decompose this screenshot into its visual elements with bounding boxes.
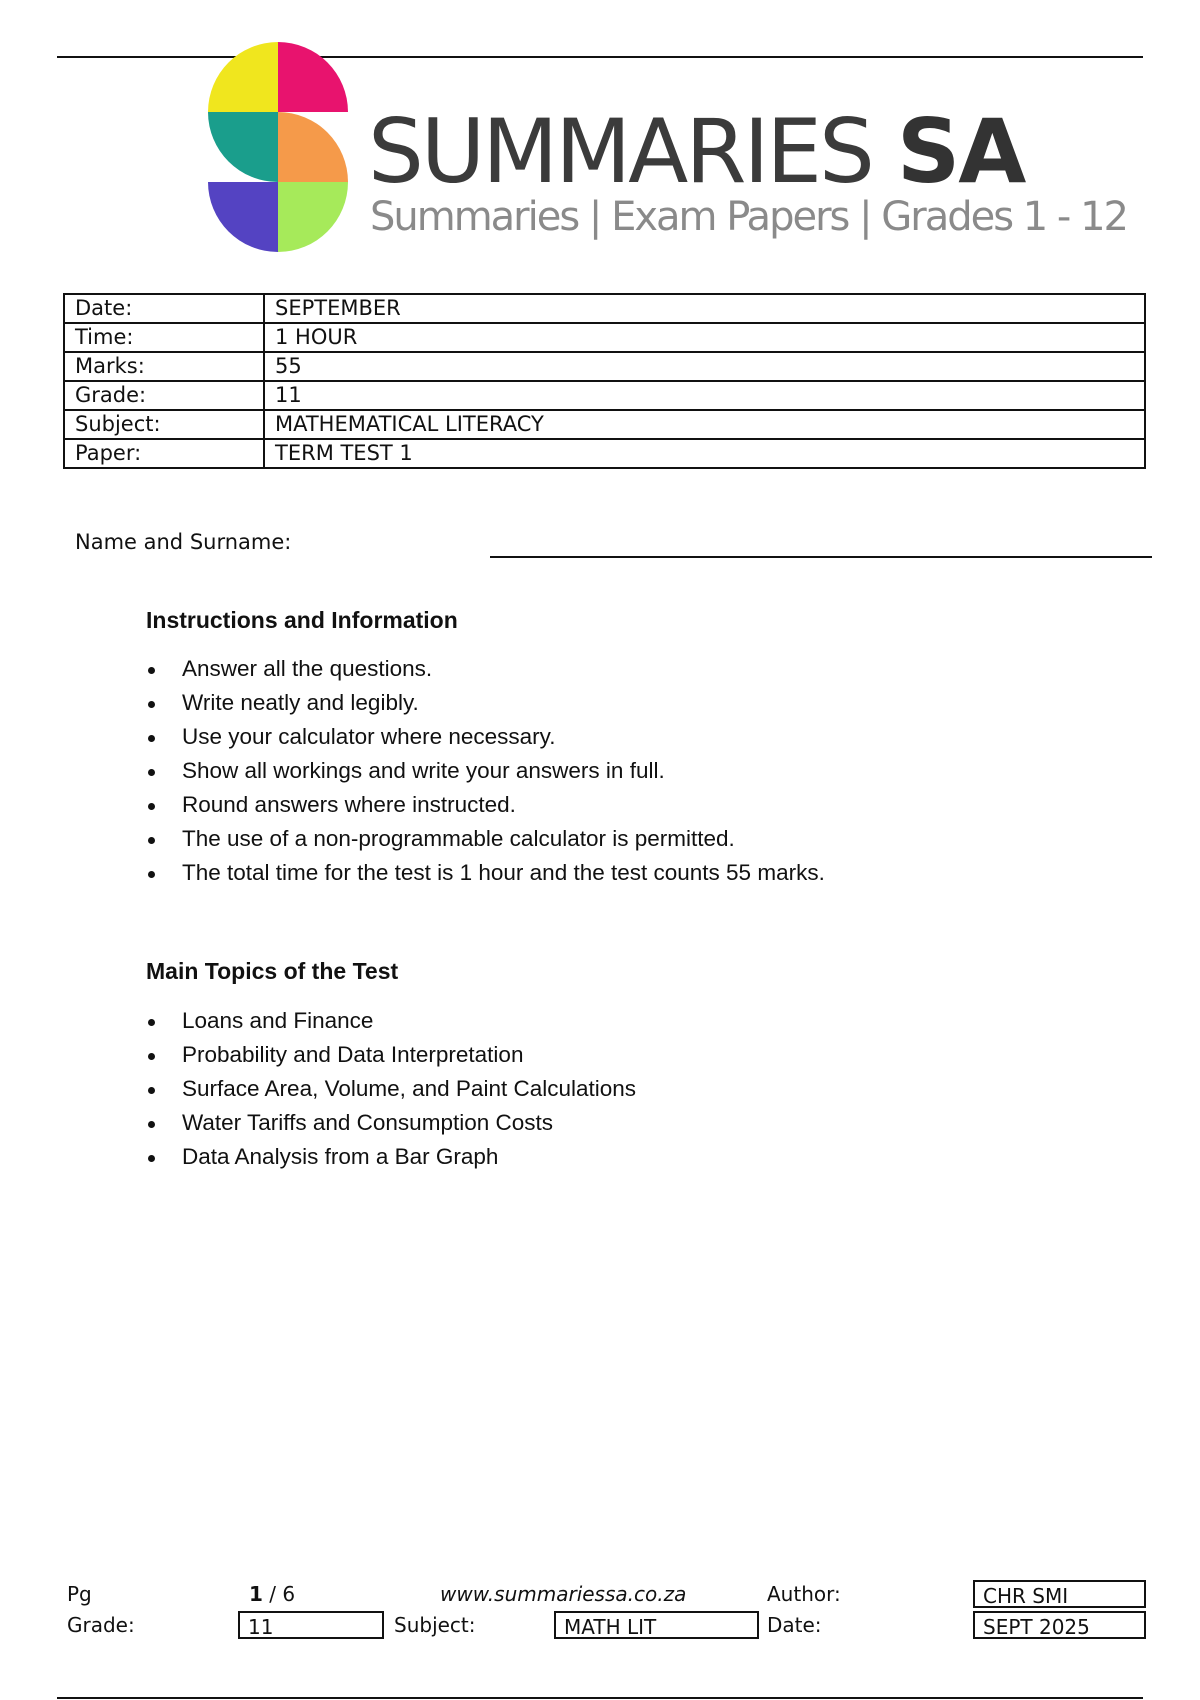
footer-author-value: CHR SMI: [973, 1580, 1146, 1608]
footer-subject-label: Subject:: [394, 1613, 476, 1637]
list-item: Water Tariffs and Consumption Costs: [146, 1106, 636, 1140]
list-item: Show all workings and write your answers in full.: [146, 754, 825, 788]
info-label: Time:: [64, 323, 264, 352]
logo-title: [368, 102, 1024, 202]
info-value: SEPTEMBER: [264, 294, 1145, 323]
list-item: Surface Area, Volume, and Paint Calculations: [146, 1072, 636, 1106]
list-item: Write neatly and legibly.: [146, 686, 825, 720]
info-label: Subject:: [64, 410, 264, 439]
summaries-sa-logo: [208, 42, 1127, 252]
footer-grade-value: 11: [238, 1611, 384, 1639]
table-row: [64, 410, 1145, 439]
footer-author-label: Author:: [767, 1582, 841, 1606]
test-info-table: [63, 293, 1146, 469]
list-item: The use of a non-programmable calculator is permitted.: [146, 822, 825, 856]
table-row: [64, 294, 1145, 323]
name-surname-field[interactable]: [490, 556, 1152, 558]
info-label: Date:: [64, 294, 264, 323]
footer-website-link[interactable]: www.summariessa.co.za: [440, 1582, 687, 1606]
logo-title-bold: SA: [896, 100, 1025, 203]
table-row: [64, 381, 1145, 410]
footer-date-label: Date:: [767, 1613, 822, 1637]
info-label: Grade:: [64, 381, 264, 410]
list-item: Data Analysis from a Bar Graph: [146, 1140, 636, 1174]
footer-subject-value: MATH LIT: [554, 1611, 759, 1639]
footer-page-total: / 6: [262, 1582, 296, 1606]
list-item: Use your calculator where necessary.: [146, 720, 825, 754]
info-label: Paper:: [64, 439, 264, 468]
info-value: 11: [264, 381, 1145, 410]
info-value: MATHEMATICAL LITERACY: [264, 410, 1145, 439]
topics-list: [146, 1004, 636, 1174]
name-surname-label: Name and Surname:: [75, 530, 292, 554]
list-item: Answer all the questions.: [146, 652, 825, 686]
logo-title-light: SUMMARIES: [368, 100, 872, 203]
footer-page-current: 1: [249, 1582, 263, 1606]
table-row: [64, 323, 1145, 352]
info-value: 55: [264, 352, 1145, 381]
logo-tagline: Summaries | Exam Papers | Grades 1 - 12: [370, 194, 1127, 240]
footer-pg-label: Pg: [67, 1582, 92, 1606]
footer-grade-label: Grade:: [67, 1613, 135, 1637]
footer-page-number: [249, 1580, 295, 1608]
logo-s-icon: [208, 42, 348, 252]
list-item: Loans and Finance: [146, 1004, 636, 1038]
list-item: Probability and Data Interpretation: [146, 1038, 636, 1072]
table-row: [64, 439, 1145, 468]
instructions-list: [146, 652, 825, 890]
info-value: TERM TEST 1: [264, 439, 1145, 468]
bottom-rule: [57, 1697, 1143, 1699]
list-item: Round answers where instructed.: [146, 788, 825, 822]
list-item: The total time for the test is 1 hour and the test counts 55 marks.: [146, 856, 825, 890]
info-value: 1 HOUR: [264, 323, 1145, 352]
topics-heading: Main Topics of the Test: [146, 958, 399, 984]
instructions-heading: Instructions and Information: [146, 607, 458, 633]
table-row: [64, 352, 1145, 381]
footer-date-value: SEPT 2025: [973, 1611, 1146, 1639]
info-label: Marks:: [64, 352, 264, 381]
